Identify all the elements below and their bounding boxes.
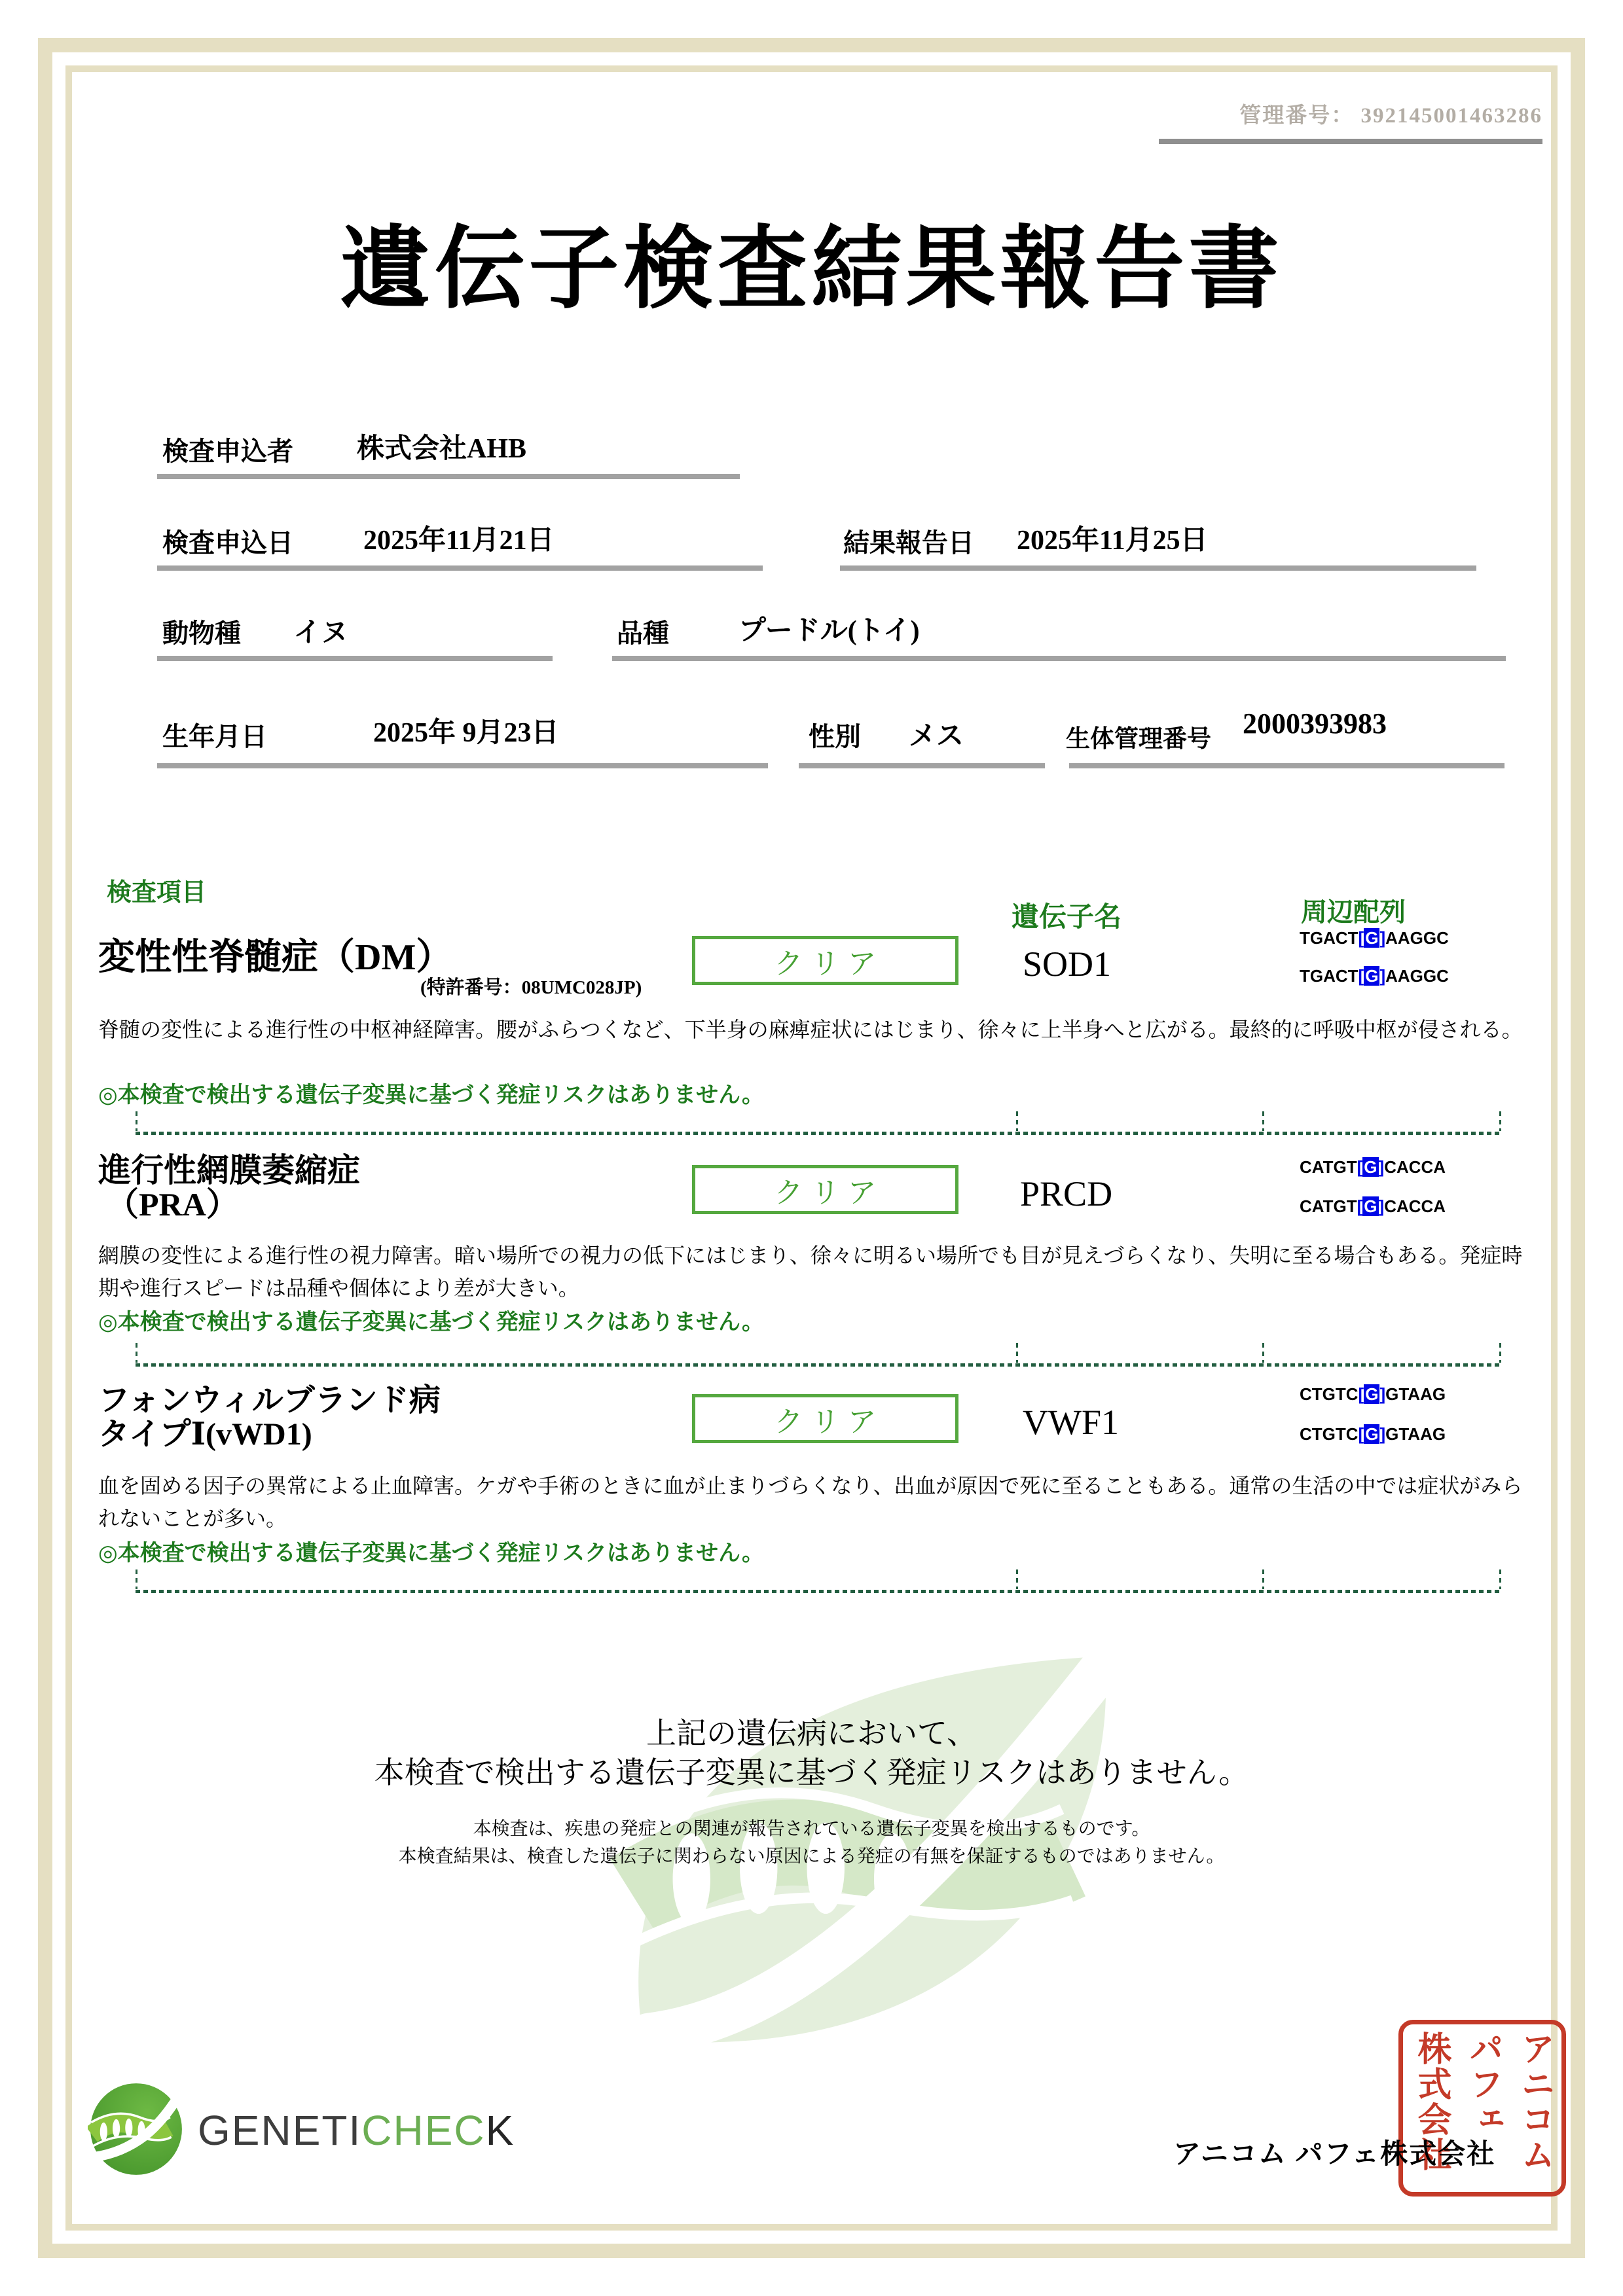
breed-label: 品種 [617,619,669,648]
management-number [1159,98,1542,129]
seq-allele: G [1365,928,1379,948]
seq-bracket: ] [1379,928,1386,948]
sequence-vwd-allele2 [1300,1424,1446,1444]
sex-label: 性別 [809,722,861,751]
sequence-pra-allele1 [1300,1157,1446,1177]
seq-post: AAGGC [1385,928,1449,948]
geneticheck-wordmark [198,2106,515,2155]
separator-tick [1262,1570,1264,1589]
sequence-dm-allele2 [1300,966,1449,986]
seq-pre: CATGT [1300,1157,1357,1177]
sequence-vwd-allele1 [1300,1384,1446,1405]
seq-pre: CTGTC [1300,1384,1359,1404]
separator-dotted-line [136,1363,1501,1367]
seq-bracket: [ [1357,1157,1363,1177]
management-number-label: 管理番号： [1239,104,1355,128]
wordmark-chec: CHEC [361,2106,486,2154]
summary-line1: 上記の遺伝病において、 [646,1716,977,1750]
field-underline [840,565,1476,571]
summary-note2: 本検査結果は、検査した遺伝子に関わらない原因による発症の有無を保証するものではありません。 [398,1846,1225,1866]
summary-line2: 本検査で検出する遺伝子変異に基づく発症リスクはありません。 [374,1755,1249,1789]
animal-id-value: 2000393983 [1243,708,1387,740]
separator-tick [136,1343,137,1363]
result-badge-dm: クリア [692,936,958,985]
seq-allele: G [1364,1157,1377,1177]
geneticheck-logo [88,2079,515,2181]
seq-bracket: ] [1378,1157,1385,1177]
seq-post: GTAAG [1385,1424,1446,1444]
seq-bracket: ] [1378,1196,1385,1216]
column-header-test-item: 検査項目 [107,879,207,906]
seq-bracket: [ [1358,966,1364,986]
result-badge-pra: クリア [692,1165,958,1214]
company-name: アニコム パフェ株式会社 [1173,2140,1496,2170]
result-badge-vwd: クリア [692,1394,958,1443]
report-date-label: 結果報告日 [843,528,974,558]
seq-pre: CTGTC [1300,1424,1359,1444]
apply-date-value: 2025年11月21日 [363,526,555,556]
seq-post: AAGGC [1385,966,1449,986]
gene-name-pra: PRCD [1020,1174,1113,1213]
sequence-pra-allele2 [1300,1196,1446,1217]
disease-name-pra-line2: （PRA） [106,1186,239,1223]
animal-id-label: 生体管理番号 [1066,726,1211,753]
seq-bracket: ] [1379,966,1386,986]
page-title: 遺伝子検査結果報告書 [340,219,1283,319]
separator-tick [1262,1343,1264,1363]
species-value: イヌ [293,618,349,648]
seq-allele: G [1365,966,1379,986]
separator-dotted-line [136,1132,1501,1135]
disease-name-pra-line1: 進行性網膜萎縮症 [98,1152,360,1189]
wordmark-k: K [485,2106,515,2154]
seq-allele: G [1364,1196,1377,1216]
disease-name-vwd-line2: タイプⅠ(vWD1) [98,1417,312,1452]
risk-statement-pra: ◎本検査で検出する遺伝子変異に基づく発症リスクはありません。 [98,1310,765,1335]
separator-tick [136,1570,137,1589]
disease-name-vwd-line1: フォンウィルブランド病 [98,1383,441,1418]
breed-value: プードル(トイ) [739,616,920,646]
seq-pre: TGACT [1300,928,1359,948]
separator-tick [1499,1111,1501,1131]
column-header-gene-name: 遺伝子名 [1012,903,1122,933]
seq-pre: TGACT [1300,966,1359,986]
summary-note1: 本検査は、疾患の発症との関連が報告されている遺伝子変異を検出するものです。 [473,1818,1150,1839]
row-separator [136,1343,1501,1367]
field-underline [612,656,1506,661]
management-number-underline [1159,139,1542,144]
disease-description-dm: 脊髄の変性による進行性の中枢神経障害。腰がふらつくなど、下半身の麻痺症状にはじまり、徐々に上半身へと広がる。最終的に呼吸中枢が侵される。 [98,1018,1523,1041]
seq-bracket: [ [1357,1196,1363,1216]
field-underline [157,656,553,661]
gene-name-vwd: VWF1 [1023,1403,1119,1442]
risk-statement-dm: ◎本検査で検出する遺伝子変異に基づく発症リスクはありません。 [98,1083,765,1107]
seq-post: CACCA [1384,1157,1446,1177]
separator-tick [1016,1343,1018,1363]
gene-name-dm: SOD1 [1023,944,1112,984]
applicant-label: 検査申込者 [162,437,293,466]
separator-dotted-line [136,1590,1501,1593]
field-underline [157,763,768,768]
row-separator [136,1111,1501,1135]
separator-tick [1499,1343,1501,1363]
birth-date-label: 生年月日 [162,722,267,751]
seq-allele: G [1365,1384,1379,1404]
sex-value: メス [909,721,964,751]
column-header-sequence: 周辺配列 [1301,897,1406,927]
seal-column: アニコム [1516,2031,1553,2172]
disease-description-pra: 網膜の変性による進行性の視力障害。暗い場所での視力の低下にはじまり、徐々に明るい場所でも目が見えづらくなり、失明に至る場合もある。発症時期や進行スピードは品種や個体により差が大きい。 [98,1244,1523,1300]
disease-description-vwd: 血を固める因子の異常による止血障害。ケガや手術のときに血が止まりづらくなり、出血が原因で死に至ることもある。通常の生活の中では症状がみられないことが多い。 [98,1474,1523,1530]
seq-pre: CATGT [1300,1196,1357,1216]
separator-tick [136,1111,137,1131]
row-separator [136,1570,1501,1593]
seal-column: 株式会社 [1412,2031,1450,2172]
risk-statement-vwd: ◎本検査で検出する遺伝子変異に基づく発症リスクはありません。 [98,1541,765,1566]
field-underline [1069,763,1504,768]
seq-bracket: ] [1379,1424,1386,1444]
report-date-value: 2025年11月25日 [1017,526,1208,556]
seq-allele: G [1365,1424,1379,1444]
seq-post: GTAAG [1385,1384,1446,1404]
field-underline [157,565,763,571]
separator-tick [1016,1111,1018,1131]
patent-number: (特許番号：08UMC028JP) [420,977,642,998]
seq-bracket: ] [1379,1384,1386,1404]
species-label: 動物種 [162,619,241,648]
seq-bracket: [ [1358,1424,1364,1444]
birth-date-value: 2025年 9月23日 [373,718,559,748]
wordmark-geneti: GENETI [198,2106,362,2154]
field-underline [799,763,1045,768]
separator-tick [1499,1570,1501,1589]
field-underline [157,474,740,479]
separator-tick [1262,1111,1264,1131]
applicant-value: 株式会社AHB [357,434,527,464]
management-number-value: 392145001463286 [1360,104,1542,128]
seal-column: パフェ [1464,2031,1501,2137]
sequence-dm-allele1 [1300,928,1449,948]
geneticheck-logo-icon [88,2079,187,2181]
disease-name-dm: 変性性脊髄症（DM） [98,937,453,978]
apply-date-label: 検査申込日 [162,528,293,558]
separator-tick [1016,1570,1018,1589]
seq-bracket: [ [1358,928,1364,948]
seq-post: CACCA [1384,1196,1446,1216]
seq-bracket: [ [1358,1384,1364,1404]
